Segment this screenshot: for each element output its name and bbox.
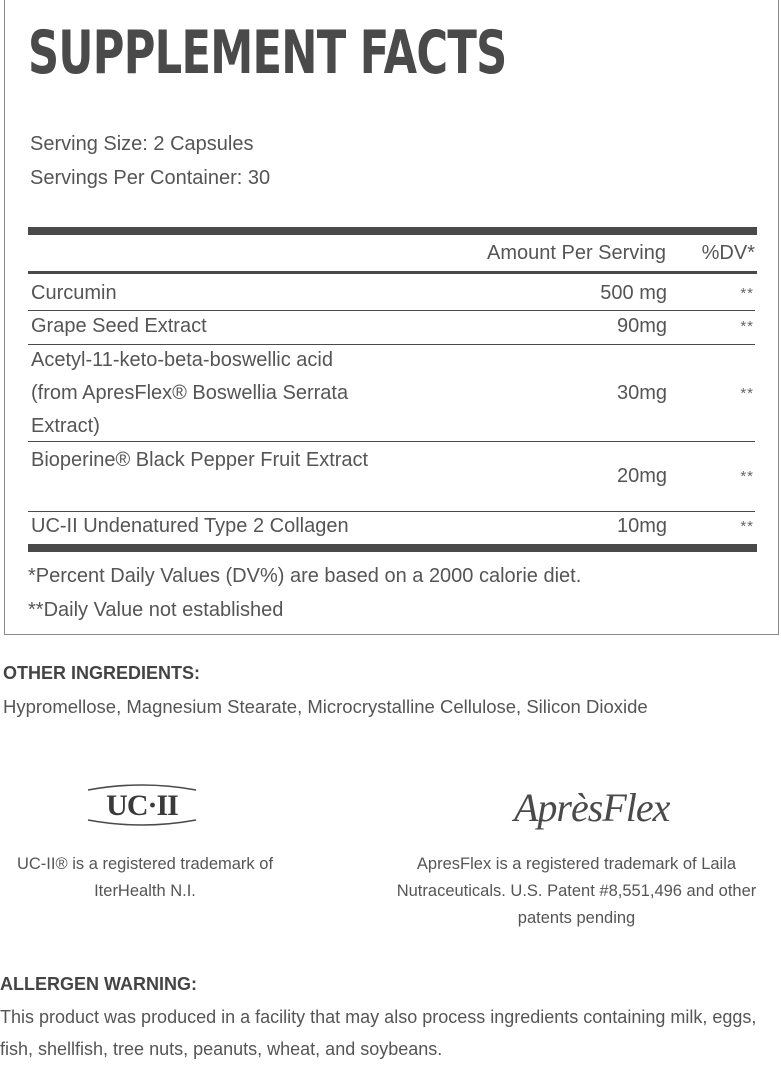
nutrient-name: Bioperine® Black Pepper Fruit Extract bbox=[31, 449, 369, 471]
nutrient-amount: 20mg bbox=[616, 465, 667, 487]
facts-title: SUPPLEMENT FACTS bbox=[28, 18, 507, 88]
other-ingredients-text: Hypromellose, Magnesium Stearate, Microcrystalline Cellulose, Silicon Dioxide bbox=[3, 696, 648, 717]
apresflex-caption: ApresFlex is a registered trademark of Laila Nutraceuticals. U.S. Patent #8,551,496 and other patents pending bbox=[396, 855, 757, 927]
nutrient-dv: ** bbox=[740, 318, 754, 335]
nutrient-name: UC-II Undenatured Type 2 Collagen bbox=[31, 515, 349, 537]
header-amount-per-serving: Amount Per Serving bbox=[487, 242, 666, 264]
servings-per-container: Servings Per Container: 30 bbox=[30, 167, 271, 189]
ucii-caption: UC-II® is a registered trademark of IterHealth N.I. bbox=[16, 855, 274, 900]
other-ingredients-heading: OTHER INGREDIENTS: bbox=[3, 663, 201, 683]
allergen-text: This product was produced in a facility that may also process ingredients containing milk, eggs, fish, shellfish, tree nuts, peanuts, wheat, and soybeans. bbox=[0, 1007, 757, 1059]
nutrient-dv: ** bbox=[740, 285, 754, 302]
nutrient-amount: 90mg bbox=[616, 315, 667, 337]
ucii-logo-text: UC·II bbox=[106, 789, 178, 822]
apresflex-logo: AprèsFlex bbox=[514, 785, 670, 830]
nutrient-dv: ** bbox=[740, 468, 754, 485]
bottom-divider-bar bbox=[28, 544, 757, 552]
footnote-dv: *Percent Daily Values (DV%) are based on a 2000 calorie diet. bbox=[28, 565, 582, 587]
row-divider bbox=[28, 441, 755, 442]
nutrient-name: Curcumin bbox=[31, 282, 117, 304]
header-divider-bar bbox=[28, 271, 757, 274]
nutrient-name: Grape Seed Extract bbox=[31, 315, 207, 337]
ucii-logo bbox=[82, 782, 202, 828]
nutrient-amount: 500 mg bbox=[600, 282, 667, 304]
serving-size: Serving Size: 2 Capsules bbox=[30, 133, 254, 155]
allergen-heading: ALLERGEN WARNING: bbox=[0, 974, 197, 994]
nutrient-amount: 30mg bbox=[616, 382, 667, 404]
top-divider-bar bbox=[28, 227, 757, 235]
nutrient-name: Acetyl-11-keto-beta-boswellic acid (from ApresFlex® Boswellia Serrata Extract) bbox=[31, 349, 349, 437]
nutrient-amount: 10mg bbox=[616, 515, 667, 537]
footnote-not-established: **Daily Value not established bbox=[28, 599, 284, 621]
header-percent-dv: %DV* bbox=[701, 242, 755, 264]
nutrient-dv: ** bbox=[740, 518, 754, 535]
nutrient-dv: ** bbox=[740, 385, 754, 402]
